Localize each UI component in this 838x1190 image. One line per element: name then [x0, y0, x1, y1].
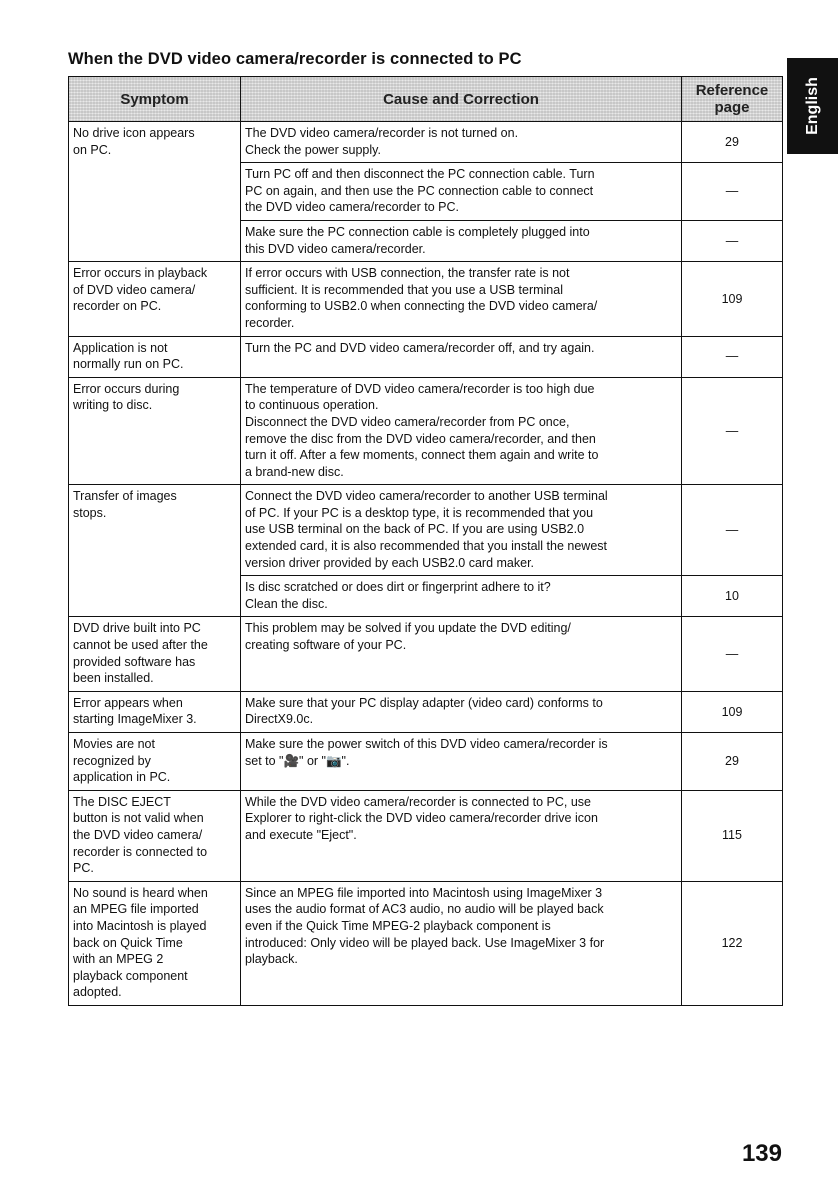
table-row	[69, 790, 783, 881]
table-row	[69, 617, 783, 691]
table-header-row	[69, 77, 783, 122]
reference-page-cell: —	[682, 485, 783, 576]
symptom-cell: No drive icon appears on PC.	[69, 122, 241, 262]
cause-correction-cell: The DVD video camera/recorder is not turned on. Check the power supply.	[241, 122, 682, 163]
table-row	[69, 336, 783, 377]
cause-correction-cell: Make sure the PC connection cable is completely plugged into this DVD video camera/recorder.	[241, 220, 682, 261]
table-row	[69, 122, 783, 163]
reference-page-cell: —	[682, 377, 783, 485]
reference-page-cell: —	[682, 336, 783, 377]
table-row	[69, 485, 783, 576]
cause-correction-cell: Turn PC off and then disconnect the PC connection cable. Turn PC on again, and then use the PC connection cable to connect the DVD video camera/recorder to PC.	[241, 163, 682, 221]
reference-page-cell: 122	[682, 881, 783, 1005]
symptom-cell: DVD drive built into PC cannot be used after the provided software has been installed.	[69, 617, 241, 691]
reference-page-cell: 29	[682, 122, 783, 163]
table-row	[69, 377, 783, 485]
symptom-cell: Transfer of images stops.	[69, 485, 241, 617]
reference-page-cell: 115	[682, 790, 783, 881]
cause-correction-cell: If error occurs with USB connection, the transfer rate is not sufficient. It is recommended that you use a USB terminal conforming to USB2.0 when connecting the DVD video camera/ recorder.	[241, 262, 682, 336]
language-tab	[787, 58, 838, 154]
table-row	[69, 881, 783, 1005]
reference-page-cell: 10	[682, 576, 783, 617]
reference-page-cell: —	[682, 163, 783, 221]
page-title: When the DVD video camera/recorder is connected to PC	[68, 50, 522, 68]
cause-correction-cell: While the DVD video camera/recorder is connected to PC, use Explorer to right-click the DVD video camera/recorder drive icon and execute "Eject".	[241, 790, 682, 881]
symptom-cell: Error appears when starting ImageMixer 3.	[69, 691, 241, 732]
reference-page-cell: —	[682, 617, 783, 691]
cause-correction-cell: Make sure that your PC display adapter (video card) conforms to DirectX9.0c.	[241, 691, 682, 732]
symptom-cell: Error occurs in playback of DVD video camera/ recorder on PC.	[69, 262, 241, 336]
table-row	[69, 733, 783, 791]
cause-correction-cell: The temperature of DVD video camera/recorder is too high due to continuous operation. Disconnect the DVD video camera/recorder from PC once, remove the disc from the DVD video camera/recorder, and then turn it off. After a few moments, connect them again and write to a brand-new disc.	[241, 377, 682, 485]
language-tab-label: English	[803, 77, 821, 135]
header-symptom: Symptom	[69, 77, 241, 122]
troubleshooting-table	[68, 76, 783, 1006]
reference-page-cell: 109	[682, 691, 783, 732]
cause-correction-cell: This problem may be solved if you update the DVD editing/ creating software of your PC.	[241, 617, 682, 691]
table-row	[69, 691, 783, 732]
header-reference: Reference page	[682, 77, 783, 122]
symptom-cell: Movies are not recognized by application in PC.	[69, 733, 241, 791]
reference-page-cell: 29	[682, 733, 783, 791]
cause-correction-cell: Connect the DVD video camera/recorder to another USB terminal of PC. If your PC is a desktop type, it is recommended that you use USB terminal on the back of PC. If you are using USB2.0 extended card, it is also recommended that you install the newest version driver provided by each USB2.0 card maker.	[241, 485, 682, 576]
table-row	[69, 262, 783, 336]
cause-correction-cell: Is disc scratched or does dirt or fingerprint adhere to it? Clean the disc.	[241, 576, 682, 617]
cause-correction-cell: Since an MPEG file imported into Macintosh using ImageMixer 3 uses the audio format of AC3 audio, no audio will be played back even if the Quick Time MPEG-2 playback component is introduced: Only video will be played back. Use ImageMixer 3 for playback.	[241, 881, 682, 1005]
symptom-cell: No sound is heard when an MPEG file imported into Macintosh is played back on Quick Time with an MPEG 2 playback component adopted.	[69, 881, 241, 1005]
page-number: 139	[741, 1140, 782, 1167]
reference-page-cell: 109	[682, 262, 783, 336]
symptom-cell: The DISC EJECT button is not valid when the DVD video camera/ recorder is connected to PC.	[69, 790, 241, 881]
symptom-cell: Application is not normally run on PC.	[69, 336, 241, 377]
reference-page-cell: —	[682, 220, 783, 261]
header-cause: Cause and Correction	[241, 77, 682, 122]
cause-correction-cell: Turn the PC and DVD video camera/recorder off, and try again.	[241, 336, 682, 377]
cause-correction-cell: Make sure the power switch of this DVD video camera/recorder is set to "🎥" or "📷".	[241, 733, 682, 791]
symptom-cell: Error occurs during writing to disc.	[69, 377, 241, 485]
